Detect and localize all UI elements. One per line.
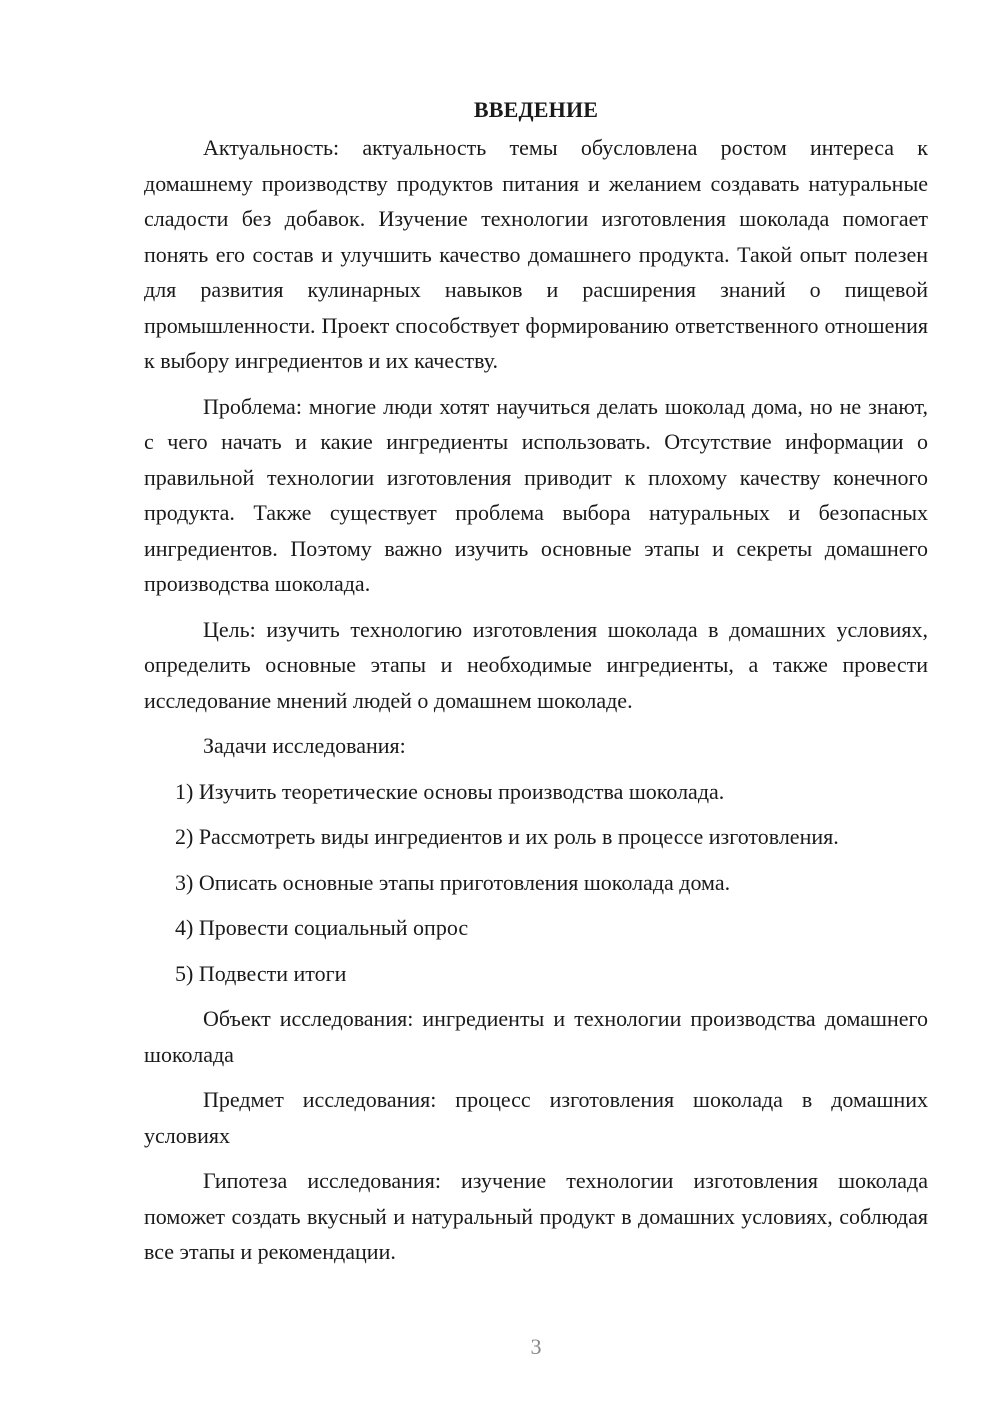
tasks-heading: Задачи исследования: bbox=[203, 733, 406, 758]
task-item: 2) Рассмотреть виды ингредиентов и их роль в процессе изготовления. bbox=[175, 824, 839, 849]
tasks-list bbox=[144, 774, 928, 992]
document-page bbox=[144, 92, 928, 1280]
paragraph-relevance: Актуальность: актуальность темы обусловлена ростом интереса к домашнему производству продуктов питания и желанием создавать натуральные сладости без добавок. Изучение технологии изготовления шоколада помогает понять его состав и улучшить качество домашнего продукта. Такой опыт полезен для развития кулинарных навыков и расширения знаний о пищевой промышленности. Проект способствует формированию ответственного отношения к выбору ингредиентов и их качеству. bbox=[144, 135, 928, 373]
paragraph-hypothesis: Гипотеза исследования: изучение технологии изготовления шоколада поможет создать вкусный и натуральный продукт в домашних условиях, соблюдая все этапы и рекомендации. bbox=[144, 1168, 928, 1264]
task-item: 3) Описать основные этапы приготовления шоколада дома. bbox=[175, 869, 731, 895]
task-item: 4) Провести социальный опрос bbox=[175, 915, 469, 940]
paragraph-problem: Проблема: многие люди хотят научиться делать шоколад дома, но не знают, с чего начать и какие ингредиенты использовать. Отсутствие информации о правильной технологии изготовления приводит к плохому качеству конечного продукта. Также существует проблема выбора натуральных и безопасных ингредиентов. Поэтому важно изучить основные этапы и секреты домашнего производства шоколада. bbox=[144, 393, 928, 596]
paragraph-goal: Цель: изучить технологию изготовления шоколада в домашних условиях, определить основные этапы и необходимые ингредиенты, а также провести исследование мнений людей о домашнем шоколаде. bbox=[144, 616, 928, 713]
task-item: 5) Подвести итоги bbox=[175, 960, 347, 986]
task-item: 1) Изучить теоретические основы производства шоколада. bbox=[175, 778, 725, 804]
page-number: 3 bbox=[530, 1334, 542, 1359]
paragraph-object: Объект исследования: ингредиенты и технологии производства домашнего шоколада bbox=[144, 1006, 928, 1067]
page-title: ВВЕДЕНИЕ bbox=[473, 97, 599, 122]
paragraph-subject: Предмет исследования: процесс изготовления шоколада в домашних условиях bbox=[144, 1087, 928, 1148]
